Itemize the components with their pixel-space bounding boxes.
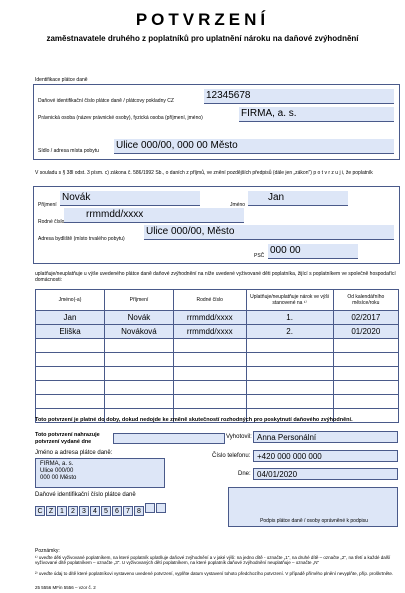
signature-label: Podpis plátce daně / osoby oprávněné k podpisu — [260, 518, 368, 524]
page-title: POTVRZENÍ — [135, 10, 270, 29]
table-cell[interactable]: 02/2017 — [333, 311, 398, 325]
section2-box — [33, 186, 400, 264]
form-footer: 25 5556 MFin 5556 – vzor č. 2 — [35, 585, 96, 590]
firstname-field[interactable] — [248, 191, 348, 206]
table-cell[interactable] — [173, 381, 246, 395]
table-cell[interactable]: 1. — [246, 311, 333, 325]
taxpayer-address-field[interactable] — [144, 225, 394, 240]
dic-char-cell: 1 — [57, 506, 67, 516]
table-intro: uplatňuje/neuplatňuje u výše uvedeného plátce daně daňové zvýhodnění na níže uvedené vyživované děti poplatníka, žijící s poplatníkem ve společně hospodařící domácnosti: — [35, 271, 396, 283]
table-row — [36, 353, 399, 367]
validity-text: Toto potvrzení je platné do doby, dokud nedojde ke změně skutečností rozhodných pro poskytnutí daňového zvýhodnění. — [35, 417, 353, 423]
replaces-field[interactable] — [113, 433, 225, 444]
taxpayer-address-label: Adresa bydliště (místo trvalého pobytu) — [38, 236, 125, 242]
table-cell[interactable] — [333, 381, 398, 395]
firstname-value: Jan — [268, 192, 285, 203]
note-item: ¹⁾ uveďte děti vyživované poplatníkem, na které poplatník uplatňuje daňové zvýhodnění a v jaké výši: na jedno dítě - označte „1", na druhé dítě – označte „2", na třetí a každé další vyživované dítě poplatníkem – označte „3". U vyživovaných dětí poplatníkem, na které poplatník daňové zvýhodnění neuplatňuje – označte „N" — [35, 555, 391, 565]
section1-box — [33, 84, 400, 160]
table-cell[interactable]: rrmmdd/xxxx — [173, 325, 246, 339]
payer-dic-cells[interactable] — [35, 500, 167, 518]
table-cell[interactable]: Novák — [104, 311, 173, 325]
dic-char-cell: 8 — [134, 506, 144, 516]
surname-label: Příjmení — [38, 202, 57, 208]
psc-field[interactable] — [268, 244, 358, 259]
table-row — [36, 395, 399, 409]
dic-char-cell: Z — [46, 506, 56, 516]
table-cell[interactable] — [246, 381, 333, 395]
payer-box[interactable] — [35, 458, 165, 488]
dic-char-cell: 7 — [123, 506, 133, 516]
date-field[interactable] — [253, 468, 398, 480]
issuer-field[interactable] — [253, 431, 398, 443]
birth-label: Rodné číslo — [38, 219, 65, 225]
date-label: Dne: — [238, 471, 251, 477]
payer-line: FIRMA, a. s. — [40, 461, 74, 467]
table-cell[interactable] — [104, 367, 173, 381]
signature-box[interactable] — [228, 487, 398, 527]
table-row — [36, 367, 399, 381]
psc-label: PSČ — [254, 253, 265, 259]
intro-text: V souladu s § 38l odst. 3 písm. c) zákona č. 586/1992 Sb., o daních z příjmů, ve znění pozdějších předpisů (dále jen „zákon") p o t v r z u j i, že poplatník — [35, 170, 373, 176]
column-header: Příjmení — [104, 290, 173, 311]
dic-char-cell: C — [35, 506, 45, 516]
address-value: Ulice 000/00, 000 00 Město — [116, 140, 238, 151]
table-cell[interactable]: Eliška — [36, 325, 105, 339]
birth-value: rrmmdd/xxxx — [86, 209, 144, 220]
column-header: Uplatňuje/neuplatňuje nárok ve výši stanovené na ¹⁾ — [246, 290, 333, 311]
dic-char-cell — [145, 503, 155, 513]
dic-label: Daňové identifikační číslo plátce daně / plátcovy pokladny CZ — [38, 98, 174, 104]
payer-line: 000 00 Město — [40, 475, 77, 481]
address-field[interactable] — [114, 139, 394, 154]
date-value: 04/01/2020 — [257, 470, 298, 479]
table-cell[interactable]: rrmmdd/xxxx — [173, 311, 246, 325]
table-cell[interactable] — [104, 353, 173, 367]
dic-field[interactable] — [204, 89, 394, 104]
table-cell[interactable] — [246, 353, 333, 367]
table-cell[interactable] — [173, 367, 246, 381]
note-item: ²⁾ uveďte údaj to dítě které poplatníkovi vystaveno uvedené potvrzení, vyplňte datum vystavení tohoto předchozího potvrzení. V případě přímého plnění nevyplňte, příp. proškrtněte. — [35, 571, 394, 576]
table-cell[interactable]: Jan — [36, 311, 105, 325]
children-table — [35, 289, 399, 423]
table-cell[interactable] — [36, 395, 105, 409]
phone-field[interactable] — [253, 450, 398, 462]
dic-value: 12345678 — [206, 90, 251, 101]
table-cell[interactable] — [173, 395, 246, 409]
table-row — [36, 381, 399, 395]
issuer-value: Anna Personální — [257, 433, 317, 442]
table-cell[interactable] — [246, 339, 333, 353]
table-cell[interactable] — [36, 367, 105, 381]
table-cell[interactable] — [246, 367, 333, 381]
table-cell[interactable]: Nováková — [104, 325, 173, 339]
phone-label: Číslo telefonu: — [212, 453, 251, 459]
payer-line: Ulice 000/00 — [40, 468, 74, 474]
table-cell[interactable] — [173, 339, 246, 353]
dic-char-cell: 2 — [68, 506, 78, 516]
column-header: Rodné číslo — [173, 290, 246, 311]
dic-char-cell — [156, 503, 166, 513]
table-cell[interactable] — [333, 395, 398, 409]
page-subtitle: zaměstnavatele druhého z poplatníků pro uplatnění nároku na daňové zvýhodnění — [46, 34, 359, 43]
table-cell[interactable] — [333, 353, 398, 367]
table-cell[interactable] — [333, 339, 398, 353]
payer-label: Jméno a adresa plátce daně: — [35, 450, 113, 456]
table-row — [36, 339, 399, 353]
table-cell[interactable] — [246, 395, 333, 409]
dic-char-cell: 5 — [101, 506, 111, 516]
table-cell[interactable] — [36, 381, 105, 395]
payer-dic-label: Daňové identifikační číslo plátce daně — [35, 492, 136, 498]
table-cell[interactable] — [104, 381, 173, 395]
table-cell[interactable] — [333, 367, 398, 381]
dic-char-cell: 3 — [79, 506, 89, 516]
surname-value: Novák — [62, 192, 91, 203]
table-cell[interactable] — [36, 339, 105, 353]
issuer-label: Vyhotovil: — [226, 434, 252, 440]
birth-field[interactable] — [64, 208, 244, 223]
address-label: Sídlo / adresa místa pobytu — [38, 148, 99, 154]
table-row — [36, 325, 399, 339]
name-label: Právnická osoba (název právnické osoby), fyzická osoba (příjmení, jméno) — [38, 115, 203, 121]
replaces-label: Toto potvrzení nahrazuje potvrzení vydané dne — [35, 432, 100, 445]
table-cell[interactable] — [104, 395, 173, 409]
column-header: Jméno(-a) — [36, 290, 105, 311]
table-cell[interactable]: 2. — [246, 325, 333, 339]
surname-field[interactable] — [60, 191, 200, 206]
dic-char-cell: 6 — [112, 506, 122, 516]
table-row — [36, 311, 399, 325]
psc-value: 000 00 — [270, 245, 301, 256]
name-value: FIRMA, a. s. — [241, 108, 297, 119]
firstname-label: Jméno — [230, 202, 246, 208]
table-cell[interactable] — [36, 353, 105, 367]
table-cell[interactable]: 01/2020 — [333, 325, 398, 339]
taxpayer-address-value: Ulice 000/00, Město — [146, 226, 235, 237]
name-field[interactable] — [239, 107, 394, 122]
table-cell[interactable] — [104, 339, 173, 353]
phone-value: +420 000 000 000 — [257, 452, 322, 461]
column-header: Od kalendářního měsíce/roku — [333, 290, 398, 311]
table-cell[interactable] — [173, 353, 246, 367]
dic-char-cell: 4 — [90, 506, 100, 516]
section1-heading: Identifikace plátce daně — [35, 77, 88, 83]
notes-heading: Poznámky: — [35, 548, 60, 554]
